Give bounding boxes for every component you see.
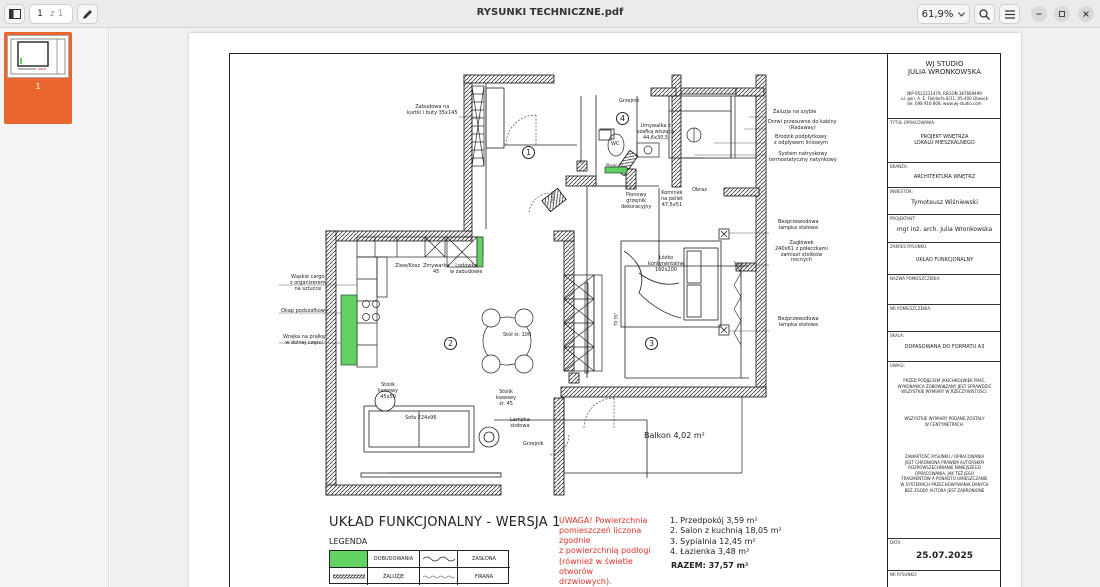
- room-number-2: 2: [444, 337, 457, 350]
- legend-dobudowania: DOBUDOWANIA: [368, 551, 420, 568]
- label-sofa: Sofa 224x96: [405, 415, 437, 421]
- zoom-menu-button[interactable]: [917, 4, 970, 24]
- search-icon: [979, 9, 990, 20]
- legend-zaslona: ZASŁONA: [458, 551, 510, 568]
- legend-firana: FIRANA: [474, 573, 494, 580]
- label-okap: Okap podszafkowy: [281, 308, 328, 314]
- thumbnail-sidebar: [0, 28, 109, 587]
- minimize-icon: [1036, 11, 1042, 17]
- tb-skala: SKALA: DOPASOWANA DO FORMATU A3: [888, 332, 1001, 362]
- label-zaluzja-szybie: Żaluzja na szybie: [773, 109, 817, 115]
- label-lodowka: Lodówka w zabudowie: [450, 263, 483, 275]
- thumbnail-preview: [7, 35, 69, 78]
- label-pionowy-grzejnik: Pionowy grzejnik dekoracyjny: [621, 192, 652, 210]
- label-grzejnik-bottom: Grzejnik: [523, 441, 544, 447]
- label-lampka-3: Lampka stołowa: [510, 417, 530, 429]
- label-system-natryskowy: System natryskowy termostatyczny natynkowy: [769, 151, 837, 163]
- total-area: RAZEM: 37,57 m²: [671, 561, 749, 570]
- label-zaglowek: Zagłówek 240x61 z półeczkami zamiast stolików nocnych: [775, 240, 828, 264]
- label-stolik-kawowy-2: Stolik kawowy śr. 45: [496, 389, 517, 407]
- label-lampka-2: Bezprzewodowa lampka stołowa: [778, 316, 819, 328]
- zoom-level: 61,9%: [921, 8, 954, 20]
- main-menu-button[interactable]: [999, 4, 1020, 24]
- tb-tytul: TYTUŁ OPRACOWANIA: PROJEKT WNĘTRZA LOKALU MIESZKALNEGO: [888, 119, 1001, 163]
- search-button[interactable]: [974, 4, 995, 24]
- label-zmywarka: Zmywarka 45: [423, 263, 450, 275]
- legend-zaluzje: ŻALUZJE: [368, 568, 420, 585]
- minimize-button[interactable]: [1031, 6, 1047, 22]
- tb-projektant: PROJEKTANT: mgr inż. arch. Julia Wronkowska: [888, 215, 1001, 243]
- label-lampka-1: Bezprzewodowa lampka stołowa: [778, 219, 819, 231]
- label-lozko: Łóżko kontynentalne 160x200: [648, 255, 684, 273]
- label-waskie-cargo: Wąskie cargo z organizerem na sztućce: [290, 274, 326, 292]
- page-current[interactable]: 1: [37, 9, 43, 19]
- legend-firana-swatch: [420, 568, 458, 585]
- label-wneka: Wnęka na pralkę w dolnej części: [283, 334, 326, 346]
- legend-title: LEGENDA: [329, 537, 368, 546]
- legend-green-swatch: [330, 551, 368, 568]
- label-umywalka: Umywalka z szafką wiszącą 44,6x30,5: [637, 123, 675, 141]
- tb-data: DATA: 25.07.2025: [888, 539, 1001, 571]
- legend-zaluzje-swatch: [330, 568, 368, 585]
- tb-uwagi: UWAGI: PRZED PODJĘCIEM JAKICHKOLWIEK PRAC, WYKONAWCA ZOBOWIĄZANY JEST SPRAWDZIĆ WSZYSTKIE WYMIARY W RZECZYWISTOŚCI. WSZYSTKIE WYMIARY PODANE ZOSTAŁY W CENTYMETRACH. ZAWARTOŚĆ RYSUNKU / OPRACOWANIA JEST CHRONIONA PRAWEM AUTORSKIM ROZPOWSZECHNIANIE NINIEJSZEGO OPRACOWANIA, JAK TEŻ JEGO FRAGMENTÓW A PONADTO UMIESZCZANIE W SYSTEMACH PRZECHOWYWANIA DANYCH BEZ ZGODY AUTORA JEST ZABRONIONE: [888, 362, 1001, 539]
- tb-nr-pomieszczenia: NR POMIESZCZENIA:: [888, 305, 1001, 332]
- label-zlew: Zlew/Kosz: [395, 263, 420, 269]
- tb-nr-rysunku: NR RYSUNKU:: [890, 572, 918, 577]
- header-bar: [0, 0, 1100, 28]
- label-stolik-kawowy-1: Stolik kawowy 45x50: [378, 382, 399, 400]
- label-zabudowa: Zabudowa na kurtki i buty 35x145: [407, 104, 458, 116]
- thumbnail-page-number: 1: [35, 82, 41, 91]
- tb-branza: BRANŻA: ARCHITEKTURA WNĘTRZ: [888, 163, 1001, 188]
- chevron-down-icon: [958, 12, 965, 17]
- title-block: [887, 53, 1001, 587]
- document-viewer[interactable]: [110, 28, 1100, 587]
- label-wc: WC: [611, 141, 620, 147]
- maximize-icon: [1059, 11, 1065, 17]
- legend-table: [329, 550, 509, 584]
- legend-zaslona-swatch: [420, 551, 458, 568]
- label-plyty: Płaski tv: [606, 163, 623, 168]
- pdf-page: [189, 33, 1021, 587]
- room-areas-list: 1. Przedpokój 3,59 m² 2. Salon z kuchnią 18,05 m² 3. Sypialnia 12,45 m² 4. Łazienka 3,48 m²: [670, 516, 782, 557]
- balcony-label: Balkon 4,02 m²: [644, 431, 705, 440]
- tb-zakres: ZAKRES RYSUNKU: UKŁAD FUNKCJONALNY: [888, 243, 1001, 275]
- room-number-3: 3: [645, 337, 658, 350]
- room-number-1: 1: [522, 146, 535, 159]
- page-total: z 1: [50, 9, 64, 19]
- room-number-4: 4: [616, 112, 629, 125]
- drawing-title: UKŁAD FUNKCJONALNY - WERSJA 1: [329, 515, 561, 530]
- tb-inwestor: INWESTOR: Tymoteusz Wiśniewski: [888, 188, 1001, 215]
- tb-studio: WJ STUDIO JULIA WRONKOWSKA NIP 9522211479, REGON 387669499 ul. gen. A. E. Fieldorfa 8/11, 05-400 Otwock tel. 698 916 808, www.wj-studio.com: [888, 53, 1001, 119]
- label-brodzik: Brodzik podpłytkowy z odpływem liniowym: [774, 134, 828, 146]
- label-tv: TV 55": [613, 312, 619, 326]
- maximize-button[interactable]: [1054, 6, 1070, 22]
- label-lustro: Lustro: [549, 191, 555, 204]
- label-grzejnik-top: Grzejnik: [619, 98, 640, 104]
- label-obraz: Obraz: [692, 187, 707, 193]
- document-title: RYSUNKI TECHNICZNE.pdf: [476, 7, 624, 18]
- area-warning-note: UWAGA! Powierzchnia pomieszczeń liczona zgodnie z powierzchnią podłogi (również w świetle otworów drzwiowych).: [559, 516, 651, 586]
- page-thumbnail[interactable]: [4, 32, 72, 124]
- label-kominek: Kominek na pellet 47,5x51: [661, 190, 683, 208]
- menu-icon: [1005, 10, 1015, 19]
- label-drzwi-przesuwne: Drzwi przesuwne do kabiny (Radaway): [768, 119, 837, 131]
- close-icon: [1083, 11, 1089, 17]
- label-stol: Stół śr. 100: [503, 332, 532, 338]
- tb-nazwa: NAZWA POMIESZCZENIA:: [888, 275, 1001, 305]
- close-button[interactable]: [1078, 6, 1094, 22]
